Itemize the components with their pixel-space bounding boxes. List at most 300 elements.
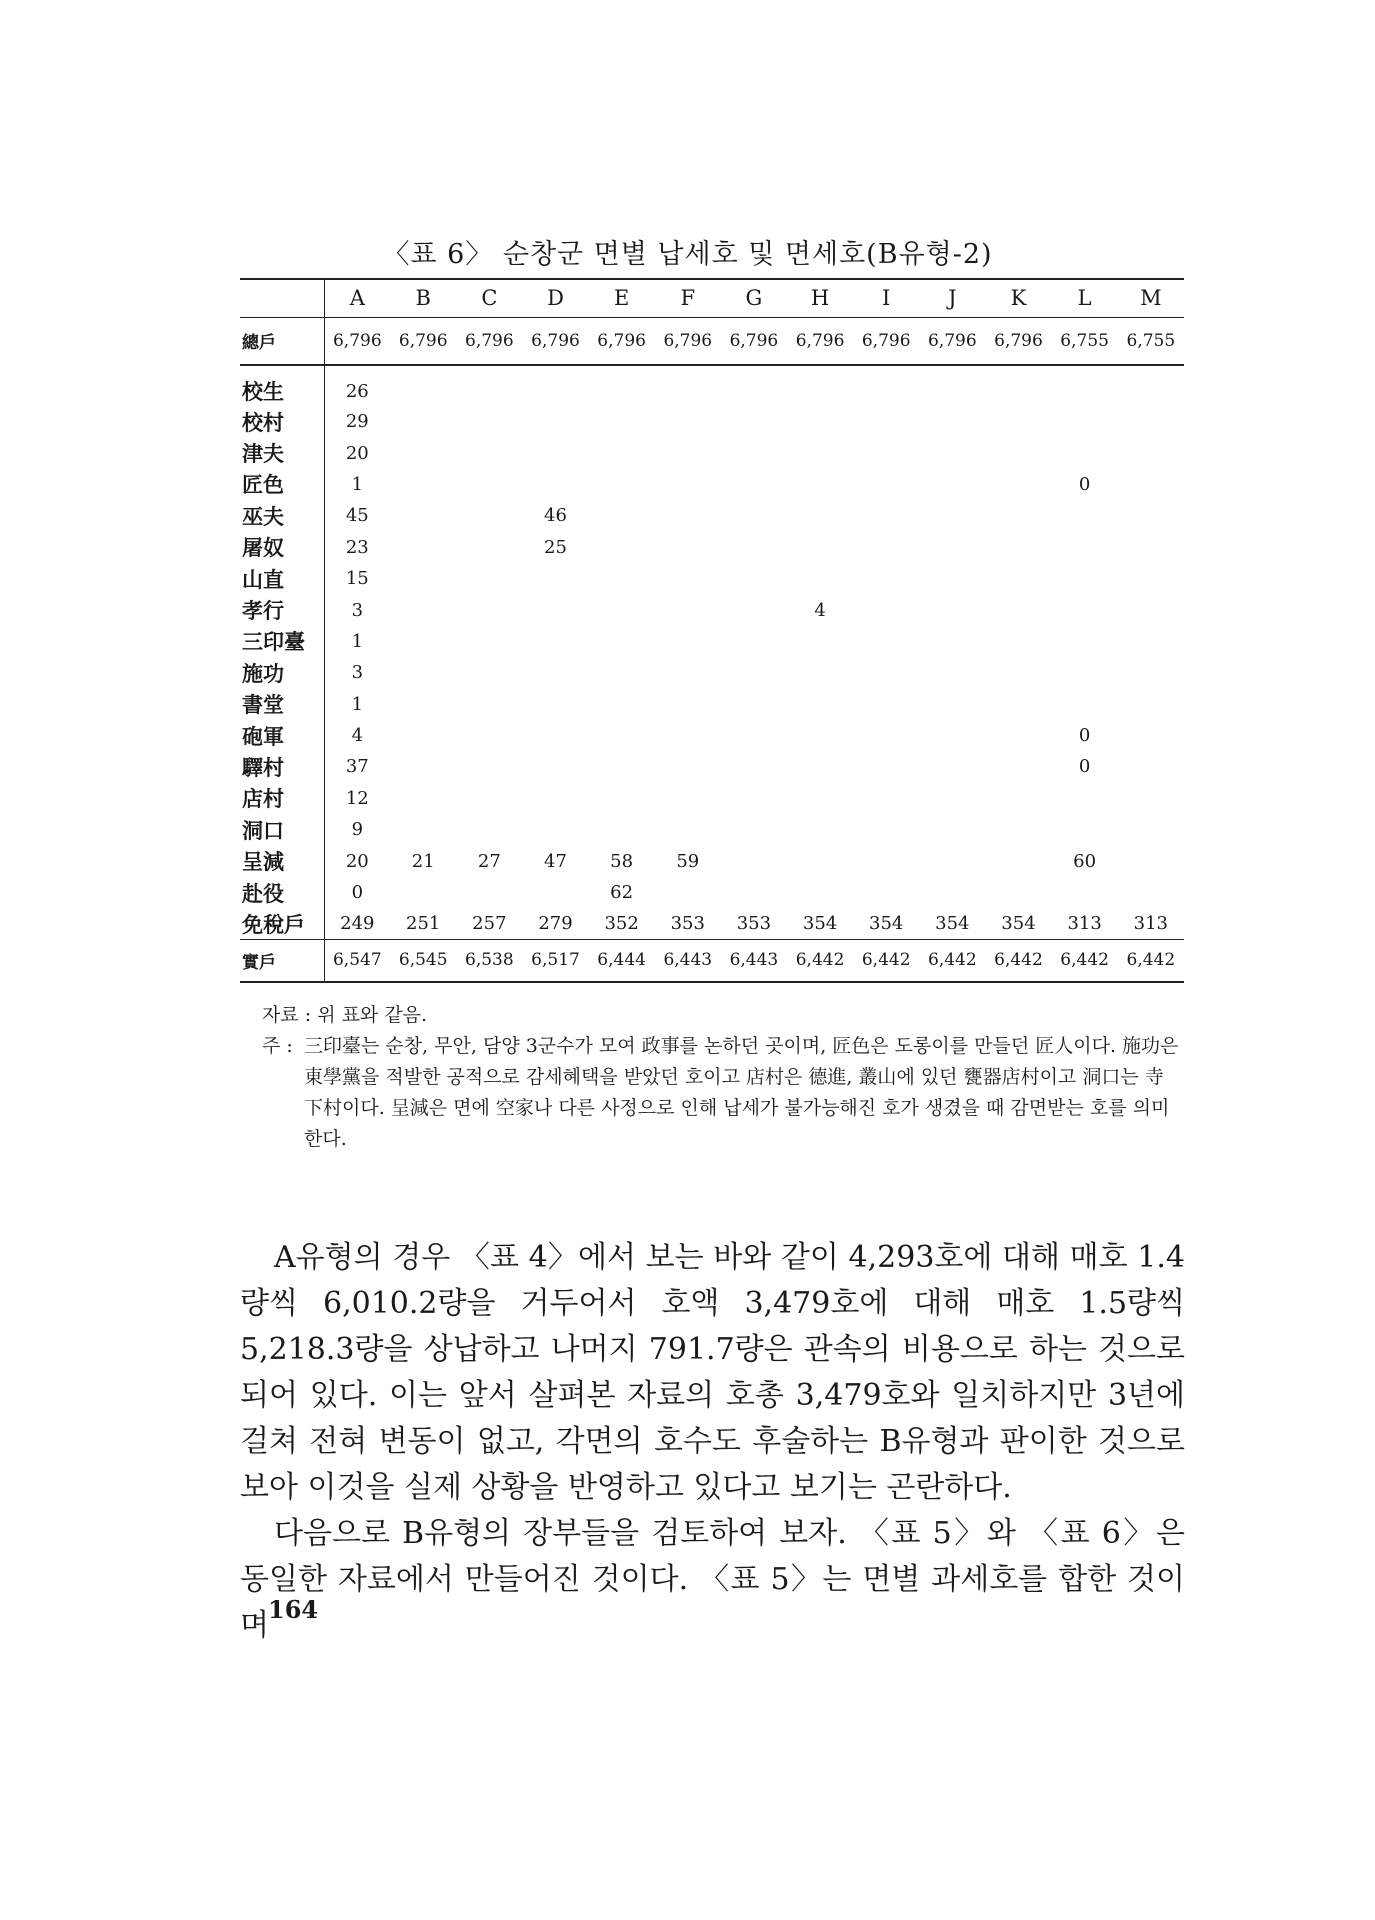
table-row: [240, 406, 1184, 437]
table-cell: [721, 437, 787, 468]
table-cell: [522, 594, 588, 625]
table-cell: [985, 406, 1051, 437]
table-cell: [853, 720, 919, 751]
table-cell: [721, 845, 787, 876]
table-cell: [655, 657, 721, 688]
table-cell: [985, 783, 1051, 814]
table-cell: [655, 469, 721, 500]
table-row: [240, 500, 1184, 531]
table-cell: [853, 751, 919, 782]
table-cell: [721, 563, 787, 594]
table-cell: [919, 406, 985, 437]
table-cell: 6,796: [721, 317, 787, 365]
table-cell: [390, 594, 456, 625]
table-cell: [853, 814, 919, 845]
table-row: [240, 845, 1184, 876]
table-cell: [985, 594, 1051, 625]
table-cell: [853, 626, 919, 657]
footnote-text: 三印臺는 순창, 무안, 담양 3군수가 모여 政事를 논하던 곳이며, 匠色은 도롱이를 만들던 匠人이다. 施功은 東學黨을 적발한 공적으로 감세혜택을 받았던 호이고 店村은 德進, 叢山에 있던 甕器店村이고 洞口는 寺下村이다. 呈減은 면에 空家나 다른 사정으로 인해 납세가 불가능해진 호가 생겼을 때 감면받는 호를 의미한다.: [304, 1035, 1179, 1150]
table-cell: 6,796: [853, 317, 919, 365]
row-label: 津夫: [240, 437, 324, 468]
table-cell: [919, 563, 985, 594]
table-cell: 60: [1073, 850, 1097, 872]
table-cell: [853, 500, 919, 531]
table-notes: [262, 1000, 1182, 1155]
table-cell: [390, 469, 456, 500]
table-cell: 6,547: [324, 940, 390, 982]
table-cell: [456, 689, 522, 720]
table-cell: [1118, 751, 1184, 782]
table-cell: [853, 406, 919, 437]
row-label: 店村: [240, 783, 324, 814]
real-households-row: [240, 940, 1184, 982]
table-cell: 1: [351, 630, 364, 652]
total-households-row: [240, 317, 1184, 365]
table-cell: [853, 365, 919, 406]
table-cell: [985, 877, 1051, 908]
table-cell: [721, 500, 787, 531]
table-cell: [919, 877, 985, 908]
table-cell: [853, 532, 919, 563]
table-cell: [390, 720, 456, 751]
row-label: 孝行: [240, 594, 324, 625]
table-cell: 6,443: [721, 940, 787, 982]
table-cell: [655, 365, 721, 406]
table-cell: [721, 814, 787, 845]
table-cell: [390, 814, 456, 845]
table-cell: [1118, 814, 1184, 845]
column-header: D: [522, 279, 588, 317]
table-cell: [1118, 500, 1184, 531]
table-cell: 59: [676, 850, 700, 872]
table-row: [240, 626, 1184, 657]
table-cell: [1052, 626, 1118, 657]
table-cell: 9: [351, 819, 364, 841]
table-cell: 47: [544, 850, 567, 872]
table-cell: [985, 532, 1051, 563]
table-cell: [1118, 469, 1184, 500]
table-cell: [1052, 814, 1118, 845]
table-cell: [787, 365, 853, 406]
table-cell: [985, 845, 1051, 876]
table-cell: 62: [610, 882, 634, 904]
footnote-mark: 주 :: [262, 1035, 293, 1057]
table-cell: [787, 563, 853, 594]
table-cell: 6,442: [853, 940, 919, 982]
table-cell: 6,442: [787, 940, 853, 982]
table-cell: 6,755: [1118, 317, 1184, 365]
table-cell: [853, 877, 919, 908]
table-cell: 27: [477, 850, 501, 872]
row-label: 屠奴: [240, 532, 324, 563]
table-cell: [787, 720, 853, 751]
table-cell: 249: [340, 913, 375, 935]
table-cell: [787, 437, 853, 468]
row-label: 巫夫: [240, 500, 324, 531]
table-cell: [589, 720, 655, 751]
table-cell: [1118, 783, 1184, 814]
table-cell: [1052, 563, 1118, 594]
table-cell: [655, 689, 721, 720]
table-cell: [655, 594, 721, 625]
table-cell: [919, 657, 985, 688]
table-cell: [1052, 594, 1118, 625]
table-cell: 0: [1078, 725, 1091, 747]
table-cell: [522, 563, 588, 594]
column-header: K: [985, 279, 1051, 317]
row-label: 呈減: [240, 845, 324, 876]
table-cell: [456, 751, 522, 782]
table-cell: 6,442: [1118, 940, 1184, 982]
table-cell: [787, 689, 853, 720]
table-cell: [985, 365, 1051, 406]
table-cell: [589, 406, 655, 437]
table-cell: [589, 751, 655, 782]
table-cell: [985, 500, 1051, 531]
table-cell: 6,442: [919, 940, 985, 982]
table-cell: [721, 657, 787, 688]
column-header: J: [919, 279, 985, 317]
table-cell: [589, 532, 655, 563]
table-cell: [853, 437, 919, 468]
table-caption: 〈표 6〉 순창군 면별 납세호 및 면세호(B유형-2): [382, 239, 993, 270]
table-cell: [390, 751, 456, 782]
table-cell: [456, 406, 522, 437]
row-label: 免稅戶: [240, 908, 324, 939]
table-cell: [456, 783, 522, 814]
table-row: [240, 563, 1184, 594]
table-cell: [589, 814, 655, 845]
table-cell: [456, 500, 522, 531]
row-label: 校村: [240, 406, 324, 437]
table-cell: 251: [406, 913, 441, 935]
table-cell: [655, 720, 721, 751]
table-cell: 29: [345, 411, 369, 433]
table-cell: [787, 814, 853, 845]
table-cell: [721, 877, 787, 908]
table-cell: [985, 751, 1051, 782]
table-cell: [919, 594, 985, 625]
table-cell: [390, 563, 456, 594]
table-cell: [721, 594, 787, 625]
table-cell: 6,796: [985, 317, 1051, 365]
table-cell: 257: [472, 913, 507, 935]
table-row: [240, 469, 1184, 500]
table-cell: [390, 689, 456, 720]
table-cell: [985, 657, 1051, 688]
column-header: G: [721, 279, 787, 317]
table-cell: [853, 689, 919, 720]
table-cell: [522, 689, 588, 720]
source-note: 자료 : 위 표와 같음.: [262, 1004, 428, 1026]
table-cell: [456, 437, 522, 468]
table-cell: 6,545: [390, 940, 456, 982]
table-cell: 4: [351, 725, 364, 747]
table-cell: [522, 437, 588, 468]
page-number: 164: [268, 1595, 319, 1624]
table-cell: [390, 532, 456, 563]
column-header: H: [787, 279, 853, 317]
table-cell: [919, 720, 985, 751]
table-cell: [390, 437, 456, 468]
table-cell: [1118, 437, 1184, 468]
table-cell: [589, 469, 655, 500]
table-cell: 6,796: [324, 317, 390, 365]
table-row: [240, 877, 1184, 908]
table-cell: 6,796: [919, 317, 985, 365]
table-cell: [721, 469, 787, 500]
table-cell: [589, 657, 655, 688]
table-cell: [522, 877, 588, 908]
table-cell: 6,442: [1052, 940, 1118, 982]
table-cell: [655, 626, 721, 657]
table-cell: [589, 437, 655, 468]
table-cell: [1052, 877, 1118, 908]
table-row: [240, 814, 1184, 845]
table-cell: [1118, 720, 1184, 751]
table-cell: [787, 877, 853, 908]
row-label: 總戶: [240, 317, 324, 365]
table-row: [240, 720, 1184, 751]
household-table: [240, 278, 1184, 983]
table-cell: [1118, 365, 1184, 406]
table-cell: [589, 594, 655, 625]
table-cell: [456, 532, 522, 563]
table-cell: [721, 751, 787, 782]
table-cell: 354: [869, 913, 904, 935]
table-cell: [787, 751, 853, 782]
table-cell: [1118, 532, 1184, 563]
table-row: [240, 689, 1184, 720]
table-cell: [787, 626, 853, 657]
table-cell: [522, 406, 588, 437]
table-cell: [919, 532, 985, 563]
table-cell: [1118, 594, 1184, 625]
table-cell: [1052, 689, 1118, 720]
table-cell: [985, 437, 1051, 468]
table-cell: 6,755: [1052, 317, 1118, 365]
table-cell: [1118, 563, 1184, 594]
table-cell: [655, 783, 721, 814]
table-cell: 26: [345, 380, 369, 402]
table-cell: 3: [351, 599, 364, 621]
table-cell: 23: [345, 536, 369, 558]
table-cell: [787, 532, 853, 563]
table-cell: [456, 365, 522, 406]
table-cell: 6,538: [456, 940, 522, 982]
table-cell: 3: [351, 662, 364, 684]
table-cell: [985, 689, 1051, 720]
table-cell: 354: [802, 913, 838, 935]
table-cell: [919, 814, 985, 845]
body-text: [240, 1235, 1185, 1649]
table-cell: [919, 500, 985, 531]
table-cell: 354: [935, 913, 970, 935]
table-cell: [985, 469, 1051, 500]
table-row: [240, 532, 1184, 563]
table-cell: [919, 437, 985, 468]
table-cell: 0: [351, 882, 364, 904]
table-cell: 6,442: [985, 940, 1051, 982]
table-cell: [787, 406, 853, 437]
exempt-items-body: [240, 365, 1184, 940]
table-cell: [456, 877, 522, 908]
table-cell: [1052, 657, 1118, 688]
table-cell: 0: [1078, 473, 1091, 495]
table-cell: [1052, 500, 1118, 531]
table-cell: 20: [345, 442, 369, 464]
table-cell: 6,796: [787, 317, 853, 365]
table-cell: [522, 365, 588, 406]
table-cell: [522, 657, 588, 688]
table-cell: [1118, 845, 1184, 876]
table-cell: 6,796: [390, 317, 456, 365]
table-cell: 4: [814, 599, 826, 621]
table-cell: [522, 626, 588, 657]
table-cell: [456, 594, 522, 625]
footnote: [262, 1031, 1182, 1155]
table-cell: [721, 689, 787, 720]
table-cell: [919, 845, 985, 876]
table-cell: [853, 783, 919, 814]
row-label: 驛村: [240, 751, 324, 782]
table-cell: 45: [345, 505, 369, 527]
row-label: 洞口: [240, 814, 324, 845]
table-cell: [721, 532, 787, 563]
table-cell: [655, 437, 721, 468]
row-label: 匠色: [240, 469, 324, 500]
table-cell: [655, 500, 721, 531]
column-header: I: [853, 279, 919, 317]
column-header: B: [390, 279, 456, 317]
table-cell: [853, 657, 919, 688]
row-label: 書堂: [240, 689, 324, 720]
table-cell: [853, 469, 919, 500]
table-cell: 0: [1078, 756, 1091, 778]
table-cell: [390, 365, 456, 406]
column-header-row: [240, 279, 1184, 317]
row-label: 赴役: [240, 877, 324, 908]
table-cell: [456, 657, 522, 688]
table-cell: [589, 500, 655, 531]
column-header: L: [1052, 279, 1118, 317]
table-cell: [1052, 783, 1118, 814]
table-cell: 46: [544, 505, 567, 527]
table-cell: [721, 406, 787, 437]
table-cell: [787, 500, 853, 531]
table-cell: [853, 594, 919, 625]
table-cell: [919, 689, 985, 720]
table-cell: 313: [1067, 913, 1102, 935]
table-cell: [655, 751, 721, 782]
table-cell: 6,517: [522, 940, 588, 982]
table-cell: 21: [411, 850, 435, 872]
table-cell: [985, 720, 1051, 751]
table-cell: 354: [1001, 913, 1036, 935]
table-row: [240, 437, 1184, 468]
table-cell: 1: [351, 473, 364, 495]
table-cell: [589, 783, 655, 814]
table-row: [240, 365, 1184, 406]
table-cell: [1052, 406, 1118, 437]
table-cell: [390, 626, 456, 657]
table-cell: 6,796: [522, 317, 588, 365]
table-row: [240, 657, 1184, 688]
table-row: [240, 908, 1184, 939]
column-header: C: [456, 279, 522, 317]
table-cell: 6,796: [655, 317, 721, 365]
table-cell: 37: [345, 756, 369, 778]
table-cell: [390, 877, 456, 908]
table-cell: [456, 814, 522, 845]
table-cell: [390, 406, 456, 437]
table-cell: [589, 689, 655, 720]
table-cell: 353: [670, 913, 705, 935]
table-cell: 58: [610, 850, 634, 872]
column-header: F: [655, 279, 721, 317]
table-cell: [787, 469, 853, 500]
paragraph: 다음으로 B유형의 장부들을 검토하여 보자. 〈표 5〉와 〈표 6〉은 동일한 자료에서 만들어진 것이다. 〈표 5〉는 면별 과세호를 합한 것이며: [240, 1516, 1185, 1643]
row-label: 山直: [240, 563, 324, 594]
table-cell: [985, 814, 1051, 845]
table-cell: 6,796: [589, 317, 655, 365]
table-cell: [919, 783, 985, 814]
table-row: [240, 783, 1184, 814]
table-cell: [390, 657, 456, 688]
table-cell: [456, 720, 522, 751]
table-cell: [1118, 689, 1184, 720]
table-cell: [919, 469, 985, 500]
column-header: A: [324, 279, 390, 317]
table-cell: [919, 365, 985, 406]
table-cell: 353: [736, 913, 772, 935]
table-cell: [1052, 365, 1118, 406]
table-cell: [985, 626, 1051, 657]
table-cell: 313: [1133, 913, 1169, 935]
table-cell: [589, 365, 655, 406]
table-cell: [919, 751, 985, 782]
table-cell: [721, 783, 787, 814]
table-cell: [853, 845, 919, 876]
table-cell: 15: [345, 568, 369, 590]
table-cell: [522, 469, 588, 500]
table-cell: [390, 783, 456, 814]
table-cell: [655, 814, 721, 845]
table-cell: [787, 845, 853, 876]
table-cell: [1118, 626, 1184, 657]
table-cell: [721, 365, 787, 406]
table-cell: 6,444: [589, 940, 655, 982]
table-cell: [522, 751, 588, 782]
table-cell: [787, 657, 853, 688]
table-cell: 6,796: [456, 317, 522, 365]
table-cell: [787, 783, 853, 814]
table-cell: [456, 626, 522, 657]
row-label: 校生: [240, 365, 324, 406]
table-cell: 6,443: [655, 940, 721, 982]
column-header: E: [589, 279, 655, 317]
table-cell: [985, 563, 1051, 594]
table-cell: 279: [538, 913, 573, 935]
row-label: 實戶: [240, 940, 324, 982]
table-cell: [721, 626, 787, 657]
table-cell: [522, 720, 588, 751]
row-label: 砲軍: [240, 720, 324, 751]
row-label: 施功: [240, 657, 324, 688]
table-cell: [589, 563, 655, 594]
corner-cell: [240, 279, 324, 317]
table-cell: 20: [345, 850, 369, 872]
